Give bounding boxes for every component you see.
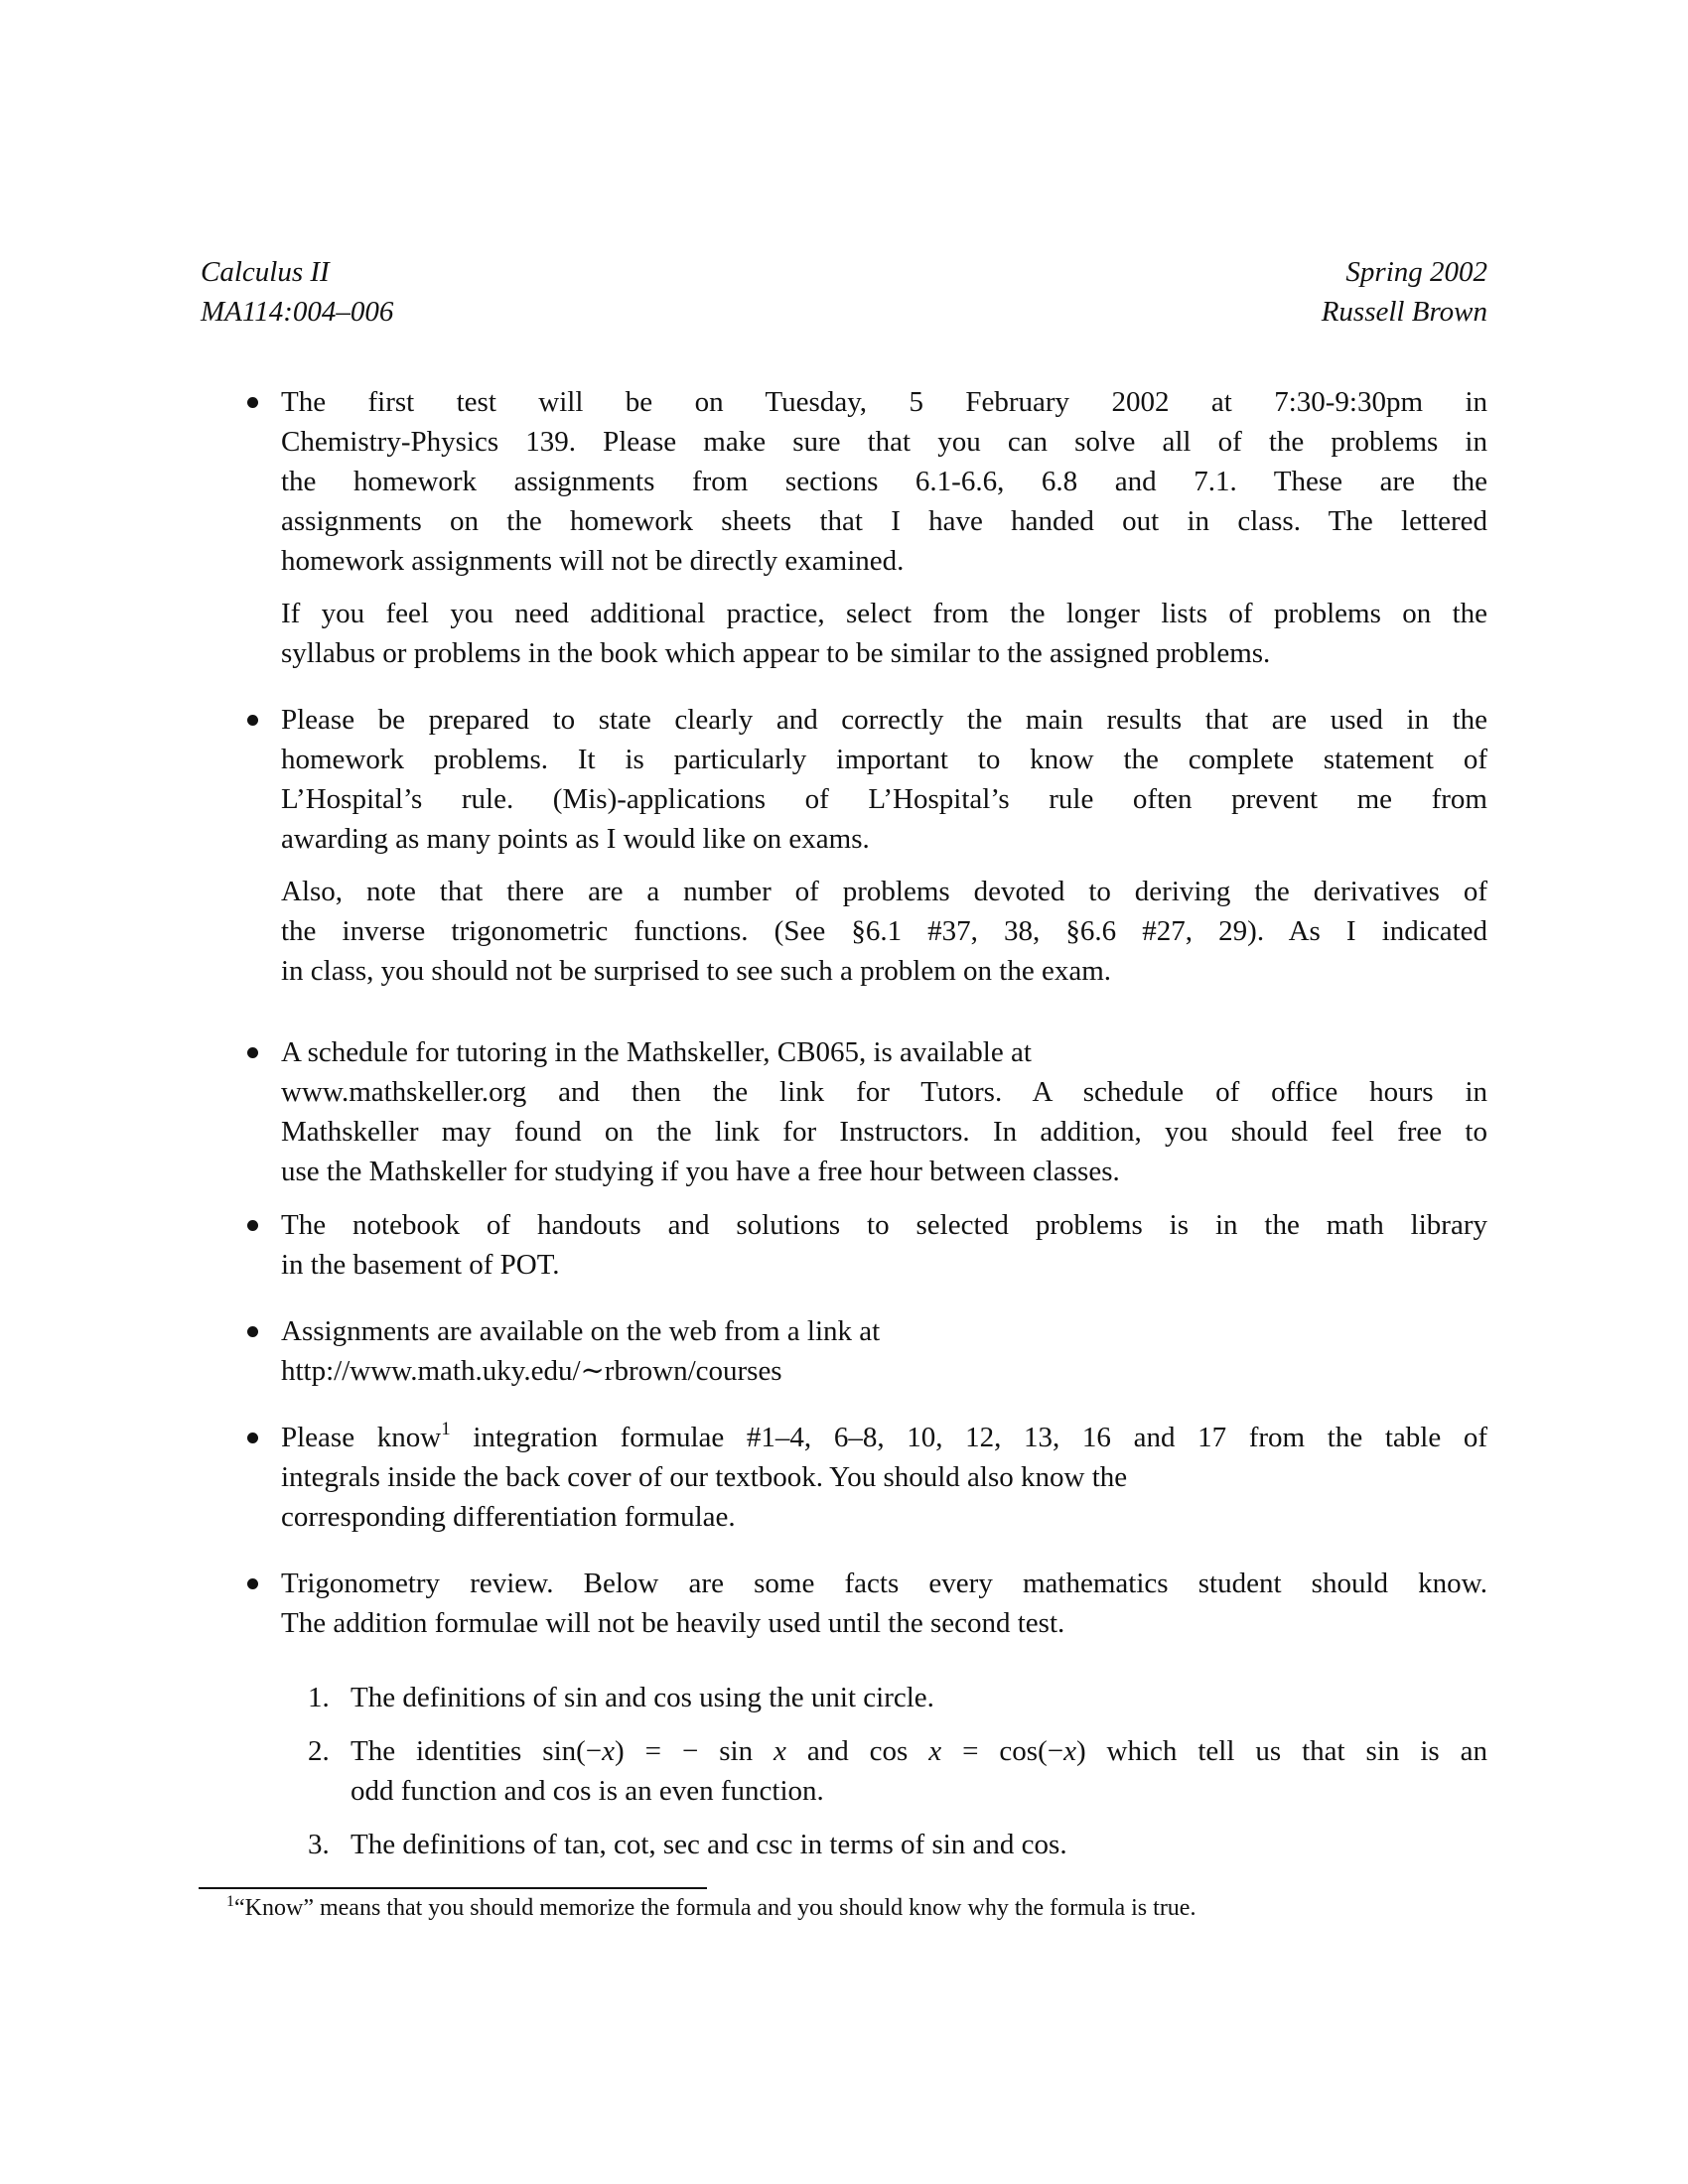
text-run: ) = − sin <box>615 1735 774 1767</box>
course-title: Calculus II <box>201 256 330 288</box>
bullet-2-para2-line: in class, you should not be surprised to see such a problem on the exam. <box>281 955 1112 987</box>
bullet-icon <box>247 1220 258 1231</box>
bullet-2-line: awarding as many points as I would like on exams. <box>281 823 870 855</box>
instructor: Russell Brown <box>1321 296 1487 328</box>
trig-item-2-line1 <box>351 1731 1487 1771</box>
bullet-2-para2-line: the inverse trigonometric functions. (See §6.1 #37, 38, §6.6 #27, 29). As I indicated <box>281 915 1487 947</box>
list-number: 3. <box>308 1829 330 1860</box>
trig-item-1: The definitions of sin and cos using the unit circle. <box>351 1682 934 1713</box>
trig-item-2-line2: odd function and cos is an even function. <box>351 1775 824 1807</box>
bullet-3-line: Mathskeller may found on the link for Instructors. In addition, you should feel free to <box>281 1116 1487 1148</box>
bullet-icon <box>247 397 258 408</box>
bullet-icon <box>247 1047 258 1058</box>
bullet-1-line: homework assignments will not be directly examined. <box>281 545 905 577</box>
bullet-1-line: Chemistry-Physics 139. Please make sure that you can solve all of the problems in <box>281 426 1487 458</box>
bullet-6-rest: integration formulae #1–4, 6–8, 10, 12, 13, 16 and 17 from the table of <box>450 1422 1487 1453</box>
bullet-3-line: www.mathskeller.org and then the link for Tutors. A schedule of office hours in <box>281 1076 1487 1108</box>
bullet-4-line: in the basement of POT. <box>281 1249 560 1281</box>
bullet-5-line: Assignments are available on the web from a link at <box>281 1315 881 1347</box>
bullet-2-para2-line: Also, note that there are a number of problems devoted to deriving the derivatives of <box>281 876 1487 907</box>
math-var: x <box>1063 1735 1076 1767</box>
bullet-1-line: the homework assignments from sections 6.1-6.6, 6.8 and 7.1. These are the <box>281 466 1487 497</box>
bullet-icon <box>247 1433 258 1443</box>
bullet-6-line <box>281 1418 1487 1457</box>
bullet-2-line: Please be prepared to state clearly and correctly the main results that are used in the <box>281 704 1487 736</box>
bullet-1-para2-line: syllabus or problems in the book which appear to be similar to the assigned problems. <box>281 637 1271 669</box>
footnote-ref: 1 <box>441 1419 451 1439</box>
bullet-2-line: L’Hospital’s rule. (Mis)-applications of L’Hospital’s rule often prevent me from <box>281 783 1487 815</box>
math-var: x <box>928 1735 942 1767</box>
footnote <box>226 1892 1196 1924</box>
bullet-6-line: integrals inside the back cover of our textbook. You should also know the <box>281 1461 1128 1493</box>
text-run: and cos <box>785 1735 929 1767</box>
bullet-icon <box>247 1578 258 1589</box>
bullet-1-para2-line: If you feel you need additional practice, select from the longer lists of problems on the <box>281 598 1487 629</box>
text-run: ) which tell us that sin is an <box>1075 1735 1487 1767</box>
text-run: = cos(− <box>941 1735 1064 1767</box>
list-number: 1. <box>308 1682 330 1713</box>
course-url[interactable]: http://www.math.uky.edu/∼rbrown/courses <box>281 1355 782 1387</box>
bullet-icon <box>247 1326 258 1337</box>
bullet-3-line: A schedule for tutoring in the Mathskeller, CB065, is available at <box>281 1036 1032 1068</box>
bullet-3-line: use the Mathskeller for studying if you have a free hour between classes. <box>281 1156 1120 1187</box>
bullet-4-line: The notebook of handouts and solutions to selected problems is in the math library <box>281 1209 1487 1241</box>
bullet-1-line: assignments on the homework sheets that I have handed out in class. The lettered <box>281 505 1487 537</box>
math-var: x <box>602 1735 616 1767</box>
footnote-rule <box>199 1887 707 1889</box>
footnote-mark: 1 <box>226 1893 234 1910</box>
bullet-icon <box>247 715 258 726</box>
list-number: 2. <box>308 1735 330 1767</box>
bullet-6-line: corresponding differentiation formulae. <box>281 1501 736 1533</box>
math-var: x <box>774 1735 786 1767</box>
bullet-6-lead: Please know <box>281 1422 442 1453</box>
bullet-7-line: The addition formulae will not be heavily used until the second test. <box>281 1607 1065 1639</box>
bullet-2-line: homework problems. It is particularly important to know the complete statement of <box>281 744 1487 775</box>
bullet-1-line: The first test will be on Tuesday, 5 February 2002 at 7:30-9:30pm in <box>281 386 1487 418</box>
footnote-text: “Know” means that you should memorize the formula and you should know why the formula is true. <box>234 1895 1196 1921</box>
text-run: The identities sin(− <box>351 1735 603 1767</box>
term: Spring 2002 <box>1345 256 1487 288</box>
trig-item-3: The definitions of tan, cot, sec and csc in terms of sin and cos. <box>351 1829 1067 1860</box>
course-code: MA114:004–006 <box>201 296 394 328</box>
bullet-7-line: Trigonometry review. Below are some facts every mathematics student should know. <box>281 1568 1487 1599</box>
